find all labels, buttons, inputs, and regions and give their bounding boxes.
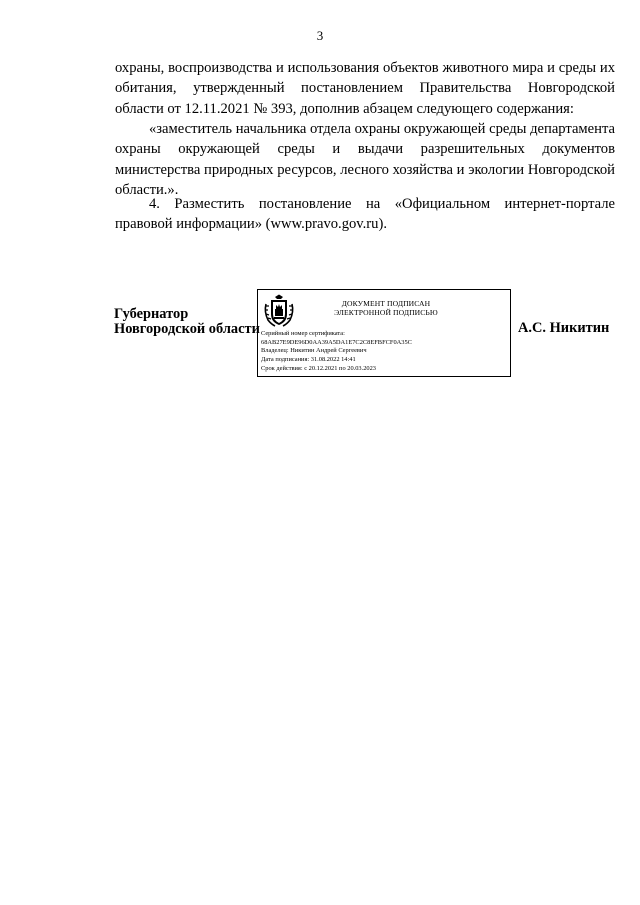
stamp-header	[306, 299, 466, 317]
stamp-header-line2: ЭЛЕКТРОННОЙ ПОДПИСЬЮ	[334, 308, 438, 318]
stamp-owner: Владелец: Никитин Андрей Сергеевич	[261, 347, 367, 355]
signatory-title-line1: Губернатор	[114, 306, 189, 322]
electronic-signature-stamp	[257, 289, 511, 377]
signatory-title	[114, 307, 260, 336]
stamp-cert-number: 68AB27E9DE96D0AA39A5DA1E7C2C8EFBFCF0A35C	[261, 338, 412, 346]
coat-of-arms-icon	[262, 294, 296, 328]
signatory-name: А.С. Никитин	[518, 320, 610, 336]
paragraph-continuation: охраны, воспроизводства и использования объектов животного мира и среды их обитания, утвержденный постановлением Правительства Новгородской области от 12.11.2021 № 393, дополнив абзацем следующего содержания:	[115, 60, 615, 117]
paragraph-item-4: 4. Разместить постановление на «Официальном интернет-портале правовой информации» (www.pravo.gov.ru).	[115, 196, 615, 233]
stamp-signed-date: Дата подписания: 31.08.2022 14:41	[261, 356, 356, 364]
stamp-validity: Срок действия: с 20.12.2021 по 20.03.2023	[261, 364, 377, 372]
paragraph-quoted-addition: «заместитель начальника отдела охраны окружающей среды департамента охраны окружающей среды и выдачи разрешительных документов министерства природных ресурсов, лесного хозяйства и экологии Новгородской области.».	[115, 121, 615, 199]
page-number: 3	[316, 28, 324, 43]
stamp-details	[261, 330, 412, 374]
stamp-cert-label: Серийный номер сертификата:	[261, 330, 345, 337]
signatory-title-line2: Новгородской области	[114, 320, 260, 337]
stamp-header-line1: ДОКУМЕНТ ПОДПИСАН	[341, 299, 431, 308]
